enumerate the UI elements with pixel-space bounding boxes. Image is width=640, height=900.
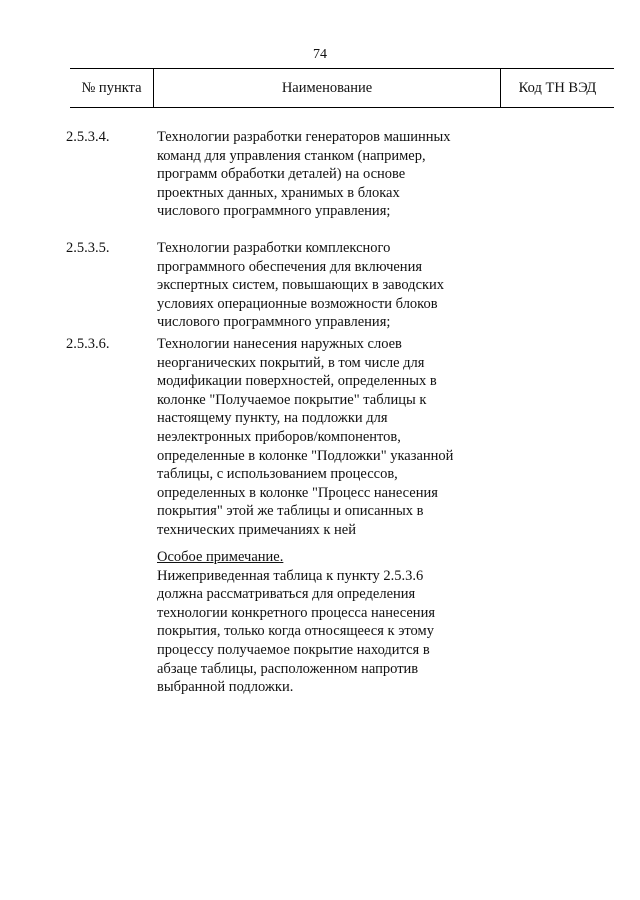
entry-text: Технологии нанесения наружных слоев неорганических покрытий, в том числе для модификации поверхностей, определенных в колонке "Получаемое покрытие" таблицы к настоящему пункту, на подложки для неэлектронных приборов/компонентов, определенные в колонке "Подложки" указанной таблицы, с использованием процессов, определенных в колонке "Процесс нанесения покрытия" этой же таблицы и описанных в технических примечаниях к ней	[157, 336, 454, 538]
entry-number: 2.5.3.4.	[66, 129, 110, 145]
header-item-number: № пункта	[70, 69, 154, 108]
special-note	[157, 548, 507, 697]
header-tnved-code: Код ТН ВЭД	[501, 69, 615, 108]
special-note-title: Особое примечание.	[157, 549, 284, 565]
entry-number: 2.5.3.6.	[66, 336, 110, 352]
entry-number: 2.5.3.5.	[66, 240, 110, 256]
entry-text: Технологии разработки комплексного программного обеспечения для включения экспертных систем, повышающих в заводских условиях операционные возможности блоков числового программного управления;	[157, 240, 445, 331]
special-note-text: Нижеприведенная таблица к пункту 2.5.3.6 должна рассматриваться для определения технологии конкретного процесса нанесения покрытия, только когда относящееся к этому процессу получаемое покрытие находится в абзаце таблицы, расположенном напротив выбранной подложки.	[157, 567, 435, 696]
column-header-table	[70, 68, 614, 108]
page-number: 74	[313, 47, 327, 62]
header-name: Наименование	[154, 69, 501, 108]
entry-text: Технологии разработки генераторов машинных команд для управления станком (например, программ обработки деталей) на основе проектных данных, хранимых в блоках числового программного управления;	[157, 129, 451, 220]
